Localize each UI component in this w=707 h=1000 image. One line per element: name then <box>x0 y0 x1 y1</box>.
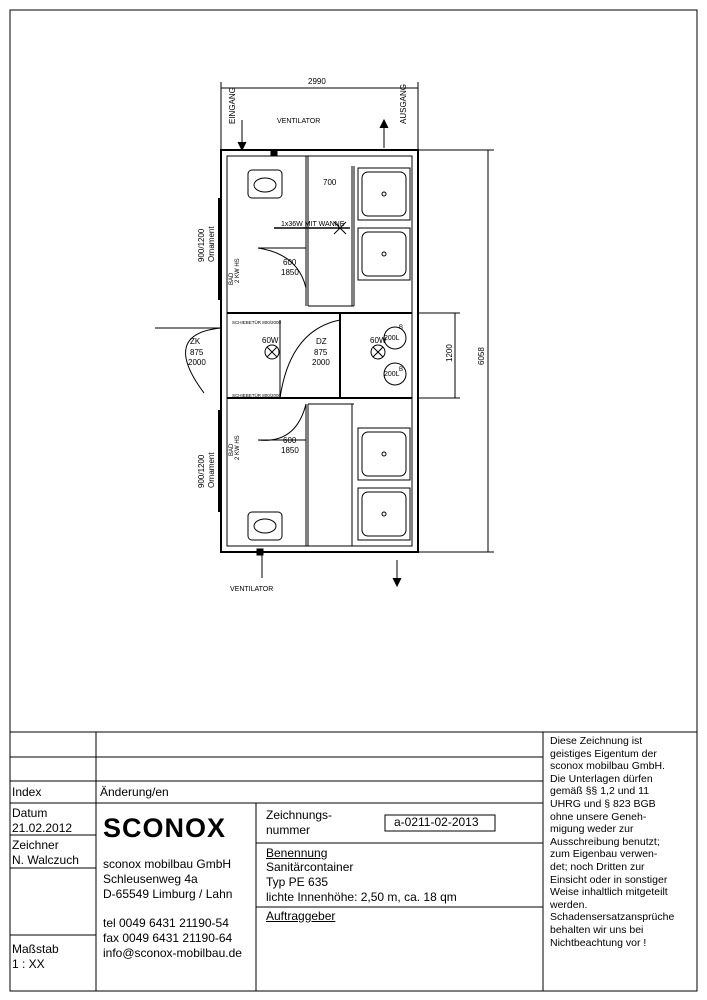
legal-line: Ausschreibung benutzt; <box>550 835 660 848</box>
dim-width: 2990 <box>308 77 326 86</box>
contact-email: info@sconox-mobilbau.de <box>103 946 242 960</box>
door-top-height: 1850 <box>281 268 299 277</box>
ornament-bottom-label: Ornament <box>207 452 216 488</box>
door-bottom-height: 1850 <box>281 446 299 455</box>
legal-line: Diese Zeichnung ist <box>550 735 643 747</box>
zeichner-value: N. Walczuch <box>12 853 79 867</box>
washbasin-bottom <box>248 512 282 540</box>
index-label: Index <box>12 785 42 799</box>
legal-line: Einsicht oder in sonstiger <box>550 873 668 886</box>
dz-label: DZ <box>316 337 327 346</box>
dz-width: 875 <box>314 348 328 357</box>
boiler-bottom-label: 200L <box>384 371 400 378</box>
aenderung-label: Änderung/en <box>100 785 169 799</box>
zk-height: 2000 <box>188 358 206 367</box>
shower-3 <box>358 428 410 480</box>
lamp-60w-left: 60W <box>262 336 279 345</box>
shower-2 <box>358 228 410 280</box>
massstab-value: 1 : XX <box>12 957 45 971</box>
eingang-label: EINGANG <box>228 87 237 124</box>
benennung-label: Benennung <box>266 846 328 860</box>
dim-middle: 1200 <box>445 344 454 362</box>
company-street: Schleusenweg 4a <box>103 872 198 886</box>
shower-4 <box>358 488 410 540</box>
legal-line: zum Eigenbau verwen- <box>550 848 658 861</box>
legal-line: gemäß §§ 1,2 und 11 <box>550 785 650 798</box>
boiler-top-label: 200L <box>384 335 400 342</box>
zeichnungsnummer-label-2: nummer <box>266 823 311 837</box>
benennung-line-3: lichte Innenhöhe: 2,50 m, ca. 18 qm <box>266 890 457 904</box>
boiler-b-bottom: B <box>399 367 404 373</box>
benennung-line-1: Sanitärcontainer <box>266 860 354 874</box>
legal-line: behalten wir uns bei <box>550 923 644 936</box>
company-city: D-65549 Limburg / Lahn <box>103 887 233 901</box>
shower-1 <box>358 168 410 220</box>
legal-line: sconox mobilbau GmbH. <box>550 760 665 773</box>
legal-line: Schadensersatzansprüche <box>550 911 675 924</box>
heater-bottom-label: 2 KW HS <box>235 435 241 460</box>
legal-line: det; noch Dritten zur <box>550 860 645 873</box>
bad-bottom-label: BAD <box>229 443 235 456</box>
ornament-top-size: 900/1200 <box>197 228 206 262</box>
ventilator-top-label: VENTILATOR <box>277 118 321 125</box>
heater-top-label: 2 KW HS <box>235 258 241 283</box>
zk-label: ZK <box>190 337 201 346</box>
zeichner-label: Zeichner <box>12 838 59 852</box>
dim-height: 6058 <box>477 347 486 365</box>
lamp-label: 1x36W MIT WANNE <box>281 221 345 228</box>
zk-width: 875 <box>190 348 204 357</box>
ornament-bottom-size: 900/1200 <box>197 454 206 488</box>
datum-value: 21.02.2012 <box>12 821 73 835</box>
legal-notice <box>550 735 685 949</box>
zeichnungsnummer-value: a-0211-02-2013 <box>394 815 479 829</box>
auftraggeber-label: Auftraggeber <box>266 909 336 923</box>
zeichnungsnummer-label-1: Zeichnungs- <box>266 808 333 822</box>
door-bottom-width: 600 <box>283 436 297 445</box>
schiebetuer-top-label: SCHIEBETÜR 800/2000 <box>232 320 282 325</box>
legal-line: geistiges Eigentum der <box>550 747 657 760</box>
contact-fax: fax 0049 6431 21190-64 <box>103 931 233 945</box>
legal-line: migung weder zur <box>550 823 634 836</box>
ausgang-label: AUSGANG <box>399 83 408 124</box>
dim-700-label: 700 <box>323 178 337 187</box>
boiler-b-top: B <box>399 325 404 331</box>
dz-height: 2000 <box>312 358 330 367</box>
legal-line: Die Unterlagen dürfen <box>550 772 653 785</box>
washbasin-top <box>248 170 282 198</box>
massstab-label: Maßstab <box>12 942 59 956</box>
legal-line: werden. <box>550 898 588 911</box>
datum-label: Datum <box>12 806 48 820</box>
door-top-width: 600 <box>283 258 297 267</box>
contact-tel: tel 0049 6431 21190-54 <box>103 916 229 930</box>
company-name: sconox mobilbau GmbH <box>103 857 232 871</box>
legal-line: ohne unsere Geneh- <box>550 810 647 823</box>
legal-line: Nichtbeachtung vor ! <box>550 936 647 949</box>
benennung-line-2: Typ PE 635 <box>266 875 329 889</box>
schiebetuer-bottom-label: SCHIEBETÜR 800/2000 <box>232 393 282 398</box>
legal-line: UHRG und § 823 BGB <box>550 797 656 810</box>
bad-top-label: BAD <box>229 272 235 285</box>
ventilator-bottom-label: VENTILATOR <box>230 586 274 593</box>
legal-line: Weise inhaltlich mitgeteilt <box>550 886 668 899</box>
sconox-logo: SCONOX <box>103 813 227 843</box>
lamp-60w-right: 60W <box>370 336 387 345</box>
ornament-top-label: Ornament <box>207 226 216 262</box>
